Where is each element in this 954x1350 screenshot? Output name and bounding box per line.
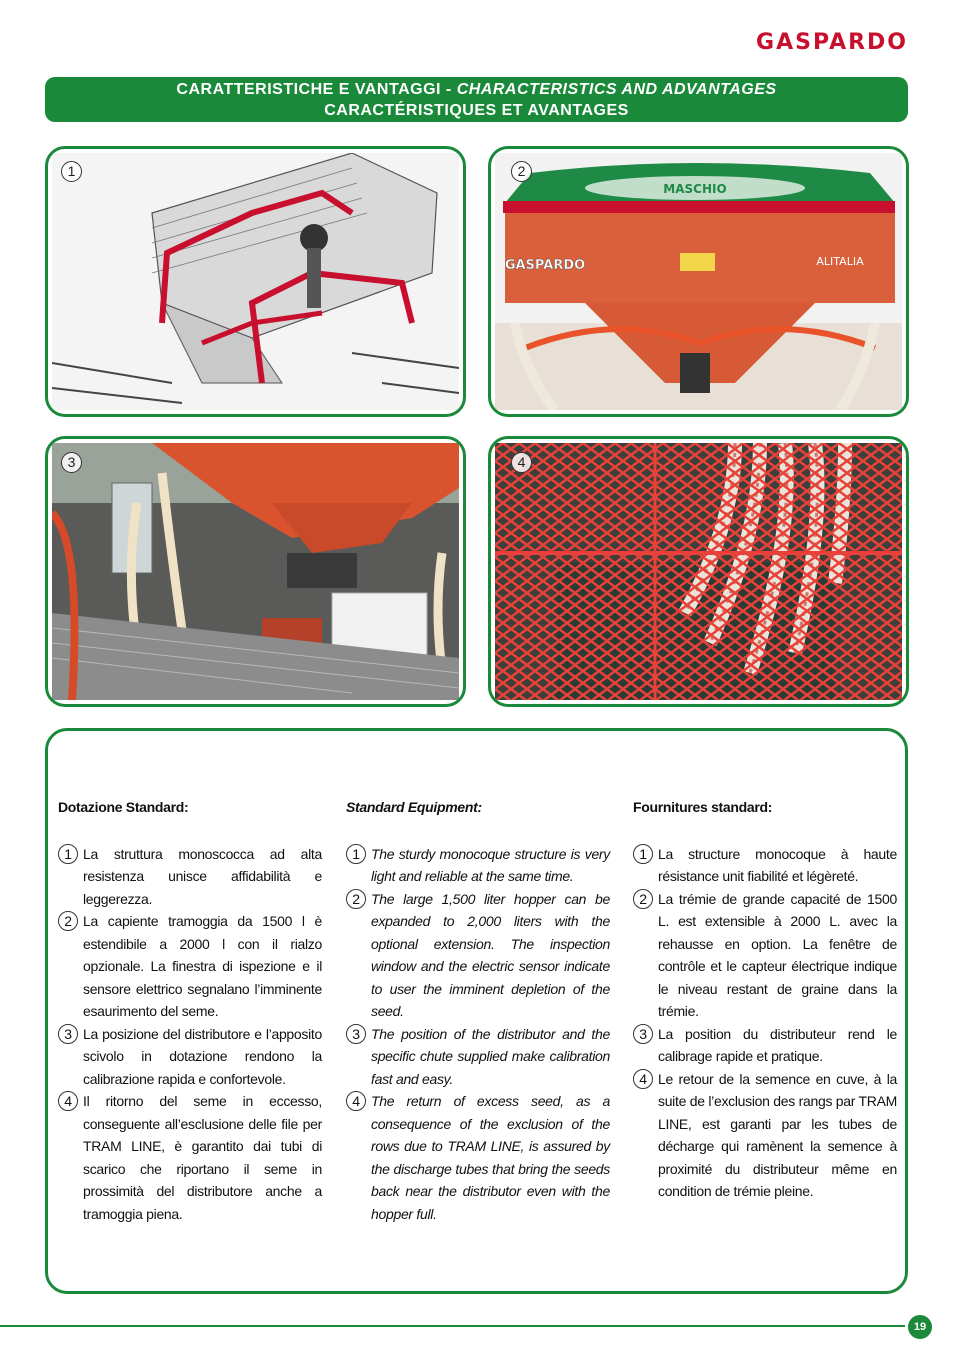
item-text: The return of excess seed, as a consequence of the exclusion of the rows due to TRAM LINE, is assured by the discharge tubes that bring the seeds back near the distributor even with the hopper full. (371, 1093, 610, 1222)
column-heading: Standard Equipment: (346, 799, 482, 815)
item-number: 3 (346, 1024, 366, 1044)
list-item (633, 843, 897, 888)
list-item (58, 1023, 322, 1091)
photo-1-frame-drawing (45, 146, 466, 417)
item-text: The position of the distributor and the specific chute supplied make calibration fast and easy. (371, 1025, 610, 1087)
list-item (633, 1068, 897, 1203)
distributor-photo-illustration (52, 443, 459, 700)
list-item (346, 888, 610, 1023)
item-number: 1 (58, 844, 78, 864)
list-item (58, 910, 322, 1023)
list-item (633, 888, 897, 1023)
item-number: 3 (633, 1024, 653, 1044)
item-number: 1 (633, 844, 653, 864)
item-text: The large 1,500 liter hopper can be expanded to 2,000 liters with the optional extension. The inspection window and the electric sensor indicate to user the imminent depletion of the seed. (371, 890, 610, 1019)
item-text: La structure monocoque à haute résistance unit fiabilité et légèreté. (658, 845, 897, 884)
footer-divider (0, 1325, 905, 1327)
item-text: La trémie de grande capacité de 1500 L. est extensible à 2000 L. avec la rehausse en option. La fenêtre de contrôle et le capteur électrique indique le niveau restant de graine dans la trémie. (658, 890, 897, 1019)
photo-2-hopper (488, 146, 909, 417)
photo-number: 3 (61, 452, 82, 473)
list-item (346, 1023, 610, 1091)
column-french (633, 796, 897, 1203)
gaspardo-logo: GASPARDO (756, 30, 908, 55)
item-number: 4 (633, 1069, 653, 1089)
item-number: 1 (346, 844, 366, 864)
title-english: CHARACTERISTICS AND ADVANTAGES (456, 81, 777, 98)
item-number: 2 (58, 911, 78, 931)
section-title-banner (45, 77, 908, 122)
title-french: CARACTÉRISTIQUES ET AVANTAGES (324, 102, 629, 119)
list-item (633, 1023, 897, 1068)
discharge-tubes-illustration (495, 443, 902, 700)
item-number: 2 (346, 889, 366, 909)
item-text: The sturdy monocoque structure is very light and reliable at the same time. (371, 845, 610, 884)
item-number: 3 (58, 1024, 78, 1044)
item-number: 4 (58, 1091, 78, 1111)
item-text: La position du distributeur rend le calibrage rapide et pratique. (658, 1025, 897, 1064)
title-italian: CARATTERISTICHE E VANTAGGI - (176, 81, 457, 98)
photo-number: 4 (511, 452, 532, 473)
gaspardo-label: GASPARDO (504, 258, 586, 273)
column-english (346, 796, 610, 1225)
frame-cad-illustration (52, 153, 459, 410)
list-item (58, 843, 322, 911)
item-text: Le retour de la semence en cuve, à la suite de l’exclusion des rangs par TRAM LINE, est garanti par les tubes de décharge qui ramènent la semence à proximité du distributeur même en condition de trémie pleine. (658, 1070, 897, 1199)
list-item (346, 1090, 610, 1225)
photo-number: 1 (61, 161, 82, 182)
photo-3-distributor (45, 436, 466, 707)
list-item (346, 843, 610, 888)
photo-number: 2 (511, 161, 532, 182)
hopper-photo-illustration (495, 153, 902, 410)
page-number: 19 (908, 1315, 932, 1339)
column-heading: Dotazione Standard: (58, 799, 189, 815)
column-heading: Fournitures standard: (633, 799, 773, 815)
item-text: Il ritorno del seme in eccesso, conseguente all’esclusione delle file per TRAM LINE, è garantito dai tubi di scarico che riportano il seme in prossimità del distributore anche a tramoggia piena. (83, 1093, 322, 1222)
item-text: La struttura monoscocca ad alta resistenza unisce affidabilità e leggerezza. (83, 845, 322, 907)
item-text: La capiente tramoggia da 1500 l è estendibile a 2000 l con il rialzo opzionale. La finestra di ispezione e il sensore elettrico segnalano l’imminente esaurimento del seme. (83, 913, 322, 1019)
item-number: 2 (633, 889, 653, 909)
column-italian (58, 796, 322, 1225)
item-number: 4 (346, 1091, 366, 1111)
maschio-label: MASCHIO (663, 182, 727, 196)
list-item (58, 1090, 322, 1225)
photo-4-discharge-tubes (488, 436, 909, 707)
alitalia-label: ALITALIA (816, 255, 864, 268)
item-text: La posizione del distributore e l’apposito scivolo in dotazione rendono la calibrazione rapida e confortevole. (83, 1025, 322, 1087)
